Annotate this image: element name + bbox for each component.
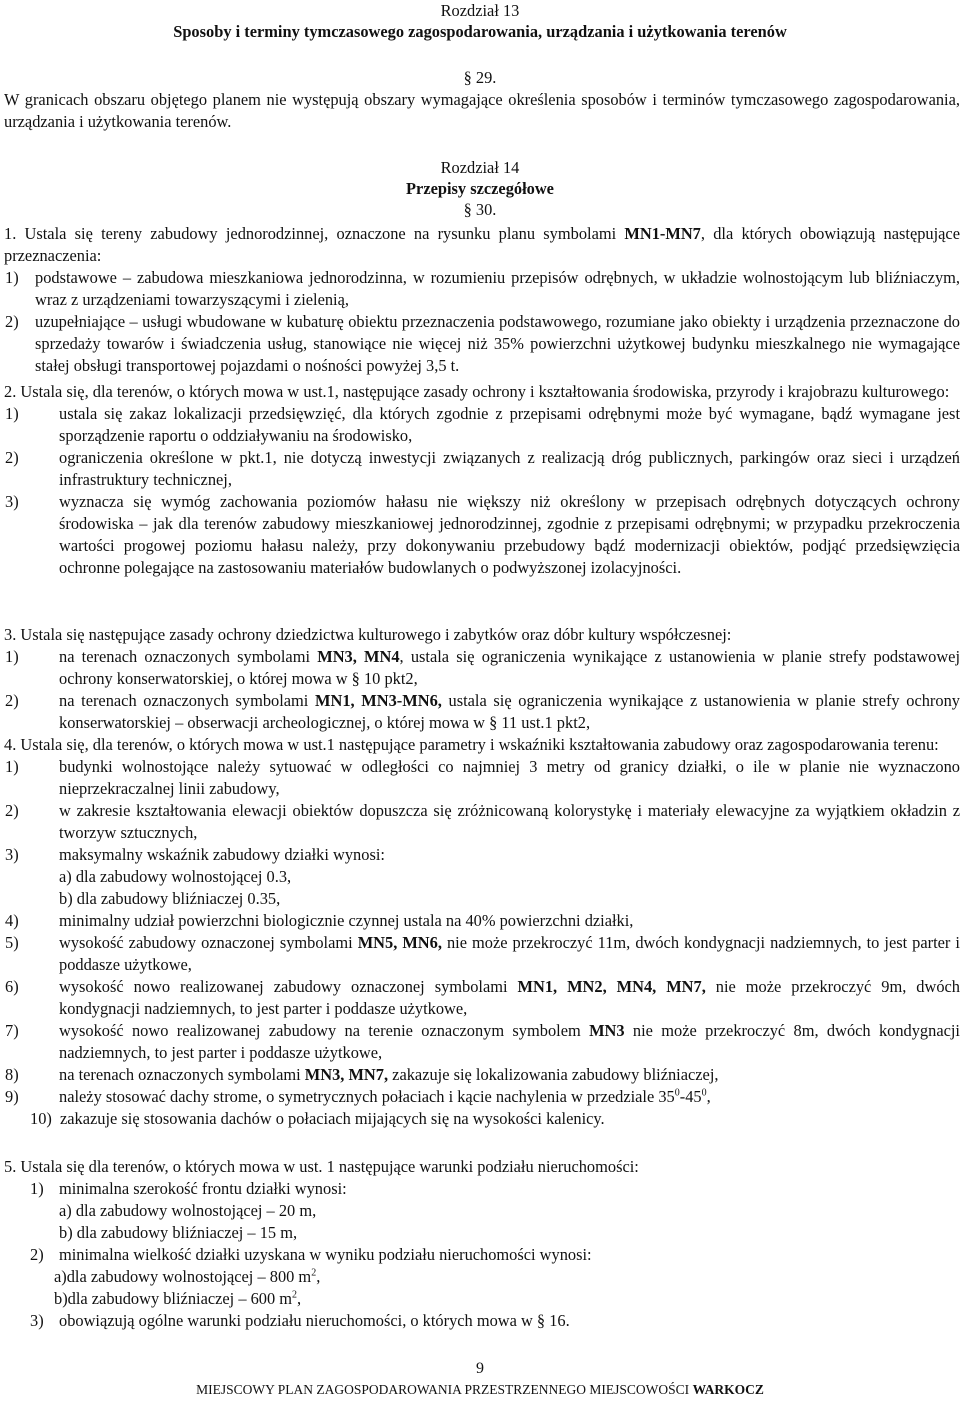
sub-item-text: b) dla zabudowy bliźniaczej 0.35, xyxy=(59,889,281,908)
section-2-intro xyxy=(4,381,960,403)
sub-item-text: a) dla zabudowy wolnostojącej 0.3, xyxy=(59,867,292,886)
footer-text: MIEJSCOWY PLAN ZAGOSPODAROWANIA PRZESTRZENNEGO MIEJSCOWOŚCI xyxy=(196,1382,693,1397)
item-text-part: wysokość nowo realizowanej zabudowy na terenie oznaczonym symbolem xyxy=(59,1021,590,1040)
superscript: 2 xyxy=(292,1289,298,1301)
page-number: 9 xyxy=(476,1360,484,1377)
sub-item xyxy=(59,888,960,910)
section-number: 5. xyxy=(4,1157,17,1176)
paragraph-29-text: W granicach obszaru objętego planem nie występują obszary wymagające określenia sposobów i terminów tymczasowego zagospodarowania, urządzania i użytkowania terenów. xyxy=(4,90,960,131)
list-item xyxy=(5,976,960,1020)
item-text xyxy=(59,1064,960,1086)
item-text-part: należy stosować dachy strome, o symetrycznych połaciach i kącie nachylenia w przedziale 35 xyxy=(59,1087,675,1106)
list-item xyxy=(5,910,960,932)
symbol: MN1, MN2, MN4, MN7, xyxy=(517,977,706,996)
section-2 xyxy=(4,381,960,579)
sub-item-text xyxy=(54,1288,301,1310)
symbol: MN3, MN7, xyxy=(304,1065,389,1084)
sub-item-text-part: , xyxy=(316,1267,321,1286)
item-number: 8) xyxy=(5,1065,19,1084)
list-item xyxy=(5,800,960,844)
section-number: 2. xyxy=(4,382,17,401)
section-1-intro xyxy=(4,223,960,267)
sub-item xyxy=(54,1288,960,1310)
item-text xyxy=(59,976,960,1020)
section-text: Ustala się, dla terenów, o których mowa w ust.1, następujące zasady ochrony i kształtowania środowiska, przyrody i krajobrazu kulturowego: xyxy=(20,382,950,401)
sub-item-text-part: a)dla zabudowy wolnostojącej – 800 m xyxy=(54,1267,312,1286)
item-text: ograniczenia określone w pkt.1, nie dotyczą inwestycji związanych z realizacją dróg publicznych, parkingów oraz sieci i urządzeń infrastruktury technicznej, xyxy=(59,448,960,489)
item-text: maksymalny wskaźnik zabudowy działki wynosi: xyxy=(59,845,385,864)
list-item xyxy=(5,447,960,491)
paragraph-30-number: § 30. xyxy=(463,200,497,219)
section-1 xyxy=(4,223,960,377)
superscript: 0 xyxy=(701,1087,707,1099)
sub-item-text-part: , xyxy=(297,1289,302,1308)
item-text-part: na terenach oznaczonych symbolami xyxy=(59,691,316,710)
symbol: MN1, MN3-MN6, xyxy=(315,691,442,710)
section-5 xyxy=(4,1156,960,1332)
item-number: 1) xyxy=(5,268,19,287)
item-number: 3) xyxy=(30,1311,44,1330)
superscript: 0 xyxy=(674,1087,680,1099)
section-3 xyxy=(4,624,960,734)
item-text xyxy=(59,1086,960,1108)
item-number: 10) xyxy=(30,1109,52,1128)
chapter-13-subtitle: Sposoby i terminy tymczasowego zagospodarowania, urządzania i użytkowania terenów xyxy=(173,22,787,41)
page-footer xyxy=(0,1382,960,1398)
item-text xyxy=(59,932,960,976)
list-item xyxy=(5,1020,960,1064)
item-number: 2) xyxy=(5,691,19,710)
item-number: 3) xyxy=(5,845,19,864)
item-number: 6) xyxy=(5,977,19,996)
item-text: minimalna wielkość działki uzyskana w wyniku podziału nieruchomości wynosi: xyxy=(59,1245,592,1264)
sub-item xyxy=(59,1200,960,1222)
list-item xyxy=(30,1178,960,1200)
item-text-part: , xyxy=(706,1087,711,1106)
sub-item xyxy=(59,1222,960,1244)
section-text: Ustala się tereny zabudowy jednorodzinnej, oznaczone na rysunku planu symbolami xyxy=(24,224,625,243)
sub-item-text: b) dla zabudowy bliźniaczej – 15 m, xyxy=(59,1223,298,1242)
item-text: minimalny udział powierzchni biologicznie czynnej ustala na 40% powierzchni działki, xyxy=(59,911,634,930)
item-text: uzupełniające – usługi wbudowane w kubaturę obiektu przeznaczenia podstawowego, rozumiane jako obiekty i urządzenia przeznaczone do sprzedaży towarów i świadczenia usług, stanowiące nie więcej niż 35% powierzchni użytkowej budynku mieszkalnego nie wymagające stałej obsługi transportowej pojazdami o nośności powyżej 3,5 t. xyxy=(35,312,960,375)
item-number: 1) xyxy=(5,647,19,666)
list-item xyxy=(5,756,960,800)
list-item xyxy=(5,311,960,377)
item-text xyxy=(59,1020,960,1064)
symbol: MN1-MN7 xyxy=(624,224,701,243)
section-3-intro xyxy=(4,624,960,646)
sub-item xyxy=(54,1266,960,1288)
sub-item-text: a) dla zabudowy wolnostojącej – 20 m, xyxy=(59,1201,317,1220)
chapter-14-subtitle: Przepisy szczegółowe xyxy=(406,179,554,198)
list-item xyxy=(5,1064,960,1086)
section-4-intro xyxy=(4,734,960,756)
item-text-part: nie może przekroczyć 9m, dwóch kondygnacji nadziemnych, to jest parter i poddasze użytkowe, xyxy=(59,977,960,1018)
chapter-13-title: Rozdział 13 xyxy=(440,1,520,20)
superscript: 2 xyxy=(311,1267,317,1279)
list-item xyxy=(5,403,960,447)
item-text: ustala się zakaz lokalizacji przedsięwzięć, dla których zgodnie z przepisami odrębnymi może być wymagane, bądź wymagane jest sporządzenie raportu o oddziaływaniu na środowisko, xyxy=(59,404,960,445)
item-text-part: , ustala się ograniczenia wynikające z ustanowienia w planie strefy podstawowej ochrony konserwatorskiej, o której mowa w § 10 pkt2, xyxy=(59,647,960,688)
item-number: 5) xyxy=(5,933,19,952)
item-number: 2) xyxy=(30,1245,44,1264)
item-number: 2) xyxy=(5,801,19,820)
item-text: obowiązują ogólne warunki podziału nieruchomości, o których mowa w § 16. xyxy=(59,1311,570,1330)
item-number: 2) xyxy=(5,448,19,467)
item-text-part: nie może przekroczyć 11m, dwóch kondygnacji nadziemnych, to jest parter i poddasze użytkowe, xyxy=(59,933,960,974)
list-item xyxy=(30,1310,960,1332)
paragraph-29-number: § 29. xyxy=(463,68,497,87)
item-text-part: na terenach oznaczonych symbolami xyxy=(59,647,318,666)
item-text: zakazuje się stosowania dachów o połaciach mijających się na wysokości kalenicy. xyxy=(60,1109,605,1128)
section-text: Ustala się dla terenów, o których mowa w ust. 1 następujące warunki podziału nieruchomości: xyxy=(20,1157,639,1176)
list-item xyxy=(5,491,960,579)
list-item xyxy=(5,646,960,690)
item-text-part: wysokość zabudowy oznaczonej symbolami xyxy=(59,933,358,952)
item-text-part: ustala się ograniczenia wynikające z ustanowienia w planie strefy ochrony konserwatorskiej – obserwacji archeologicznej, o której mowa w § 11 ust.1 pkt2, xyxy=(59,691,960,732)
chapter-13 xyxy=(0,0,960,42)
list-item xyxy=(5,267,960,311)
item-number: 1) xyxy=(5,757,19,776)
item-text: w zakresie kształtowania elewacji obiektów dopuszcza się zróżnicowaną kolorystykę i materiały elewacyjne za wyjątkiem okładzin z tworzyw sztucznych, xyxy=(59,801,960,842)
item-number: 1) xyxy=(5,404,19,423)
section-number: 4. xyxy=(4,735,17,754)
list-item xyxy=(5,844,960,866)
item-text xyxy=(59,690,960,734)
symbol: MN5, MN6, xyxy=(357,933,442,952)
item-number: 3) xyxy=(5,492,19,511)
sub-item xyxy=(59,866,960,888)
item-number: 1) xyxy=(30,1179,44,1198)
list-item xyxy=(5,932,960,976)
symbol: MN3 xyxy=(589,1021,625,1040)
item-text: budynki wolnostojące należy sytuować w odległości co najmniej 3 metry od granicy działki, o ile w planie nie wyznaczono nieprzekraczalnej linii zabudowy, xyxy=(59,757,960,798)
section-5-intro xyxy=(4,1156,960,1178)
footer-town: WARKOCZ xyxy=(692,1382,764,1397)
section-text: Ustala się następujące zasady ochrony dziedzictwa kulturowego i zabytków oraz dóbr kultury współczesnej: xyxy=(20,625,732,644)
chapter-14 xyxy=(0,157,960,220)
section-number: 3. xyxy=(4,625,17,644)
sub-item-text-part: b)dla zabudowy bliźniaczej – 600 m xyxy=(54,1289,293,1308)
list-item xyxy=(30,1244,960,1266)
item-text-part: wysokość nowo realizowanej zabudowy oznaczonej symbolami xyxy=(59,977,518,996)
sub-item-text xyxy=(54,1266,320,1288)
item-number: 7) xyxy=(5,1021,19,1040)
section-number: 1. xyxy=(4,224,17,243)
list-item xyxy=(5,690,960,734)
item-text: wyznacza się wymóg zachowania poziomów hałasu nie większy niż określony w przepisach odrębnych dotyczących ochrony środowiska – jak dla terenów zabudowy mieszkaniowej jednorodzinnej, zgodnie z przepisami odrębnymi; w przypadku przekroczenia wartości progowej poziomu hałasu należy, przy dokonywaniu przebudowy bądź modernizacji obiektów, podjąć przedsięwzięcia ochronne polegające na zastosowaniu materiałów budowlanych o podwyższonej izolacyjności. xyxy=(59,492,960,577)
item-number: 2) xyxy=(5,312,19,331)
section-text: Ustala się, dla terenów, o których mowa w ust.1 następujące parametry i wskaźniki kształtowania zabudowy oraz zagospodarowania terenu: xyxy=(20,735,939,754)
item-number: 9) xyxy=(5,1087,19,1106)
list-item xyxy=(5,1086,960,1108)
item-text-part: -45 xyxy=(679,1087,702,1106)
item-text-part: na terenach oznaczonych symbolami xyxy=(59,1065,305,1084)
item-text: podstawowe – zabudowa mieszkaniowa jednorodzinna, w rozumieniu przepisów odrębnych, w układzie wolnostojącym lub bliźniaczym, wraz z urządzeniami towarzyszącymi i zielenią, xyxy=(35,268,960,309)
section-4 xyxy=(4,734,960,1130)
item-number: 4) xyxy=(5,911,19,930)
chapter-14-title: Rozdział 14 xyxy=(440,158,520,177)
item-text-part: nie może przekroczyć 8m, dwóch kondygnacji nadziemnych, to jest parter i poddasze użytkowe, xyxy=(59,1021,960,1062)
item-text xyxy=(59,646,960,690)
item-text-part: zakazuje się lokalizowania zabudowy bliźniaczej, xyxy=(388,1065,719,1084)
section-text: , dla których obowiązują następujące przeznaczenia: xyxy=(4,224,960,265)
symbol: MN3, MN4 xyxy=(317,647,400,666)
list-item xyxy=(30,1108,960,1130)
item-text: minimalna szerokość frontu działki wynosi: xyxy=(59,1179,347,1198)
